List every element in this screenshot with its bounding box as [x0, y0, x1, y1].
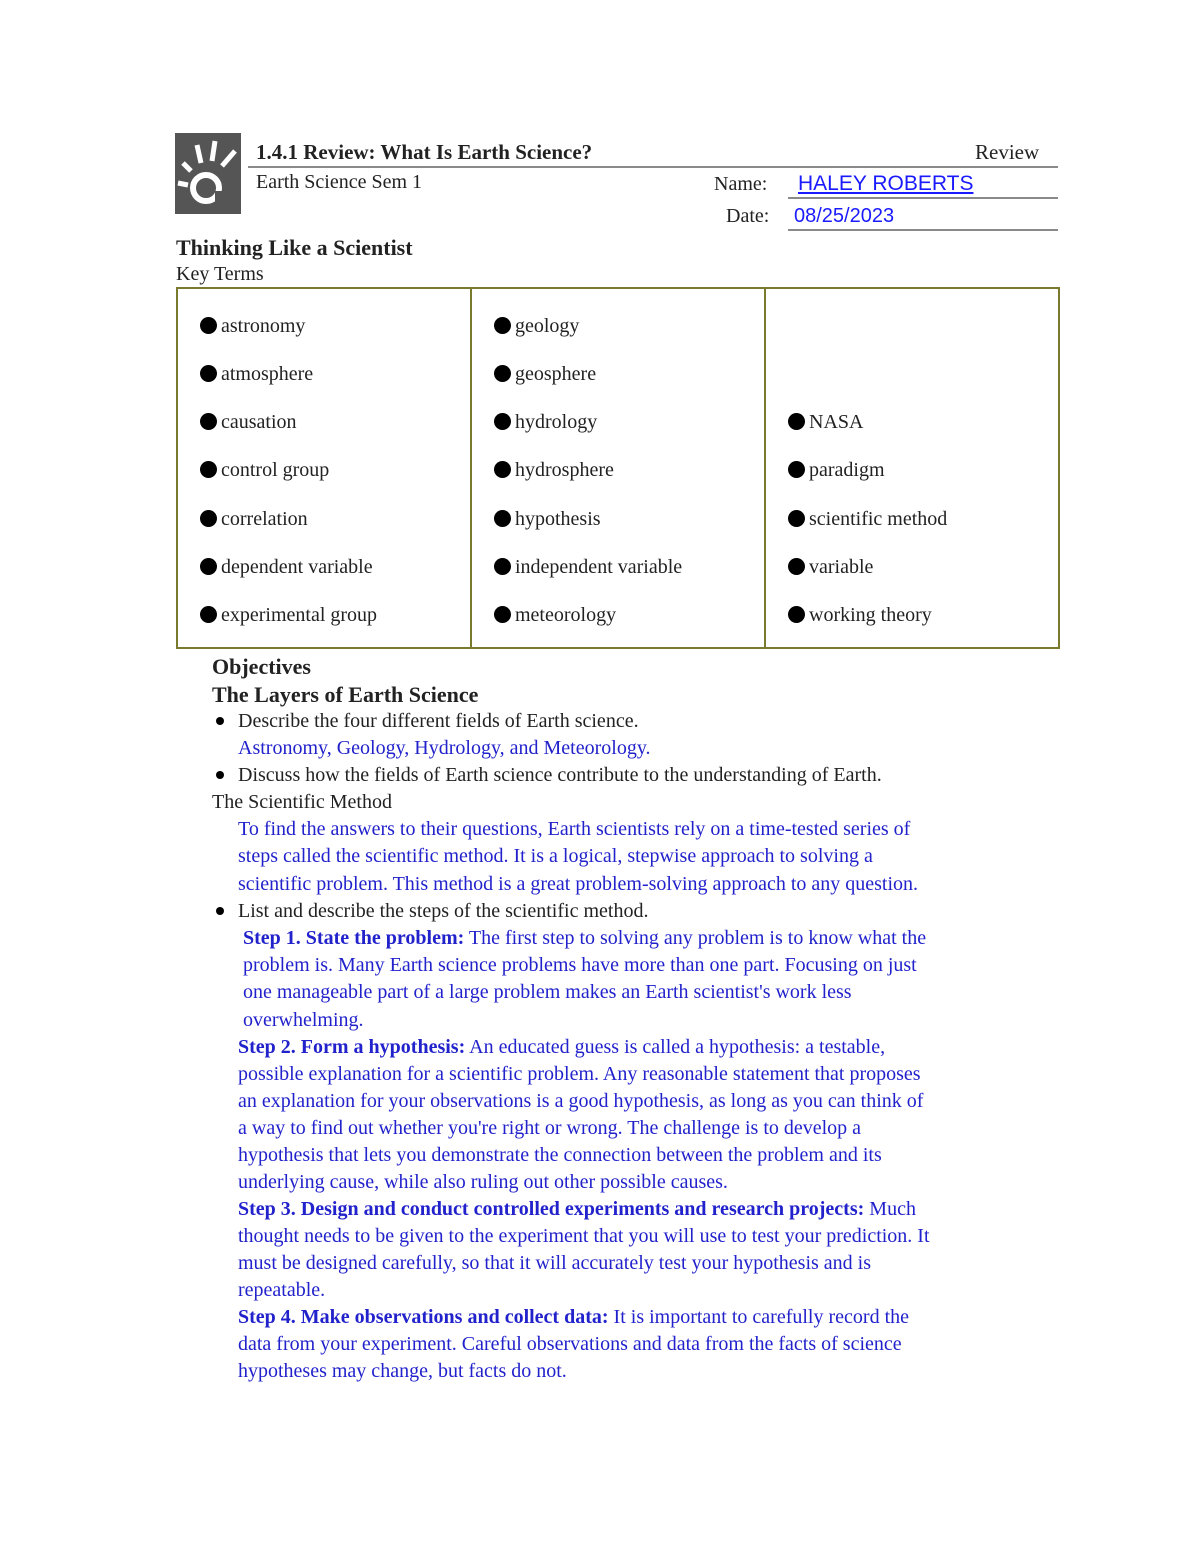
answer-text: hypothesis that lets you demonstrate the connection between the problem and its	[238, 1144, 882, 1166]
key-term: working theory	[788, 604, 932, 627]
document-type: Review	[975, 140, 1040, 164]
bullet-icon	[494, 510, 511, 527]
bullet-icon	[788, 413, 805, 430]
objective-bullet: Discuss how the fields of Earth science contribute to the understanding of Earth.	[238, 764, 882, 787]
key-term: atmosphere	[200, 363, 313, 386]
key-term: variable	[788, 556, 873, 579]
answer-text: steps called the scientific method. It is a logical, stepwise approach to solving a	[238, 845, 873, 867]
key-term: NASA	[788, 411, 863, 434]
answer-text: possible explanation for a scientific problem. Any reasonable statement that proposes	[238, 1063, 921, 1085]
step-2-heading: Step 2. Form a hypothesis:	[238, 1036, 466, 1058]
date-value: 08/25/2023	[794, 205, 895, 227]
date-underline	[788, 229, 1058, 231]
objectives-heading: Objectives	[212, 654, 311, 679]
page-title: 1.4.1 Review: What Is Earth Science?	[256, 140, 593, 164]
key-term: hypothesis	[494, 508, 601, 531]
key-terms-column-3	[764, 289, 1058, 647]
key-term: causation	[200, 411, 297, 434]
bullet-icon	[494, 365, 511, 382]
bullet-icon	[200, 606, 217, 623]
answer-text: an explanation for your observations is a good hypothesis, as long as you can think of	[238, 1090, 924, 1112]
bullet-icon	[494, 558, 511, 575]
answer-text: Astronomy, Geology, Hydrology, and Meteorology.	[238, 737, 651, 759]
bullet-icon	[494, 606, 511, 623]
answer-text: a way to find out whether you're right or wrong. The challenge is to develop a	[238, 1117, 862, 1139]
key-term: meteorology	[494, 604, 616, 627]
step-3: Step 3. Design and conduct controlled experiments and research projects: Much	[238, 1198, 916, 1220]
key-term: scientific method	[788, 508, 947, 531]
key-terms-label: Key Terms	[176, 263, 264, 285]
answer-text: underlying cause, while also ruling out other possible causes.	[238, 1171, 728, 1193]
key-term: astronomy	[200, 315, 305, 338]
course-name: Earth Science Sem 1	[256, 171, 423, 193]
bullet-icon	[200, 558, 217, 575]
step-4: Step 4. Make observations and collect data: It is important to carefully record the	[238, 1306, 909, 1328]
key-term: hydrology	[494, 411, 597, 434]
answer-text: thought needs to be given to the experiment that you will use to test your prediction. It	[238, 1225, 930, 1247]
key-term: geology	[494, 315, 579, 338]
answer-text: overwhelming.	[243, 1009, 364, 1031]
bullet-icon	[788, 461, 805, 478]
bullet-icon	[200, 317, 217, 334]
answer-text: data from your experiment. Careful observations and data from the facts of science	[238, 1333, 902, 1355]
key-terms-column-1	[178, 289, 470, 647]
step-1: Step 1. State the problem: The first step to solving any problem is to know what the	[243, 927, 927, 949]
bullet-icon	[200, 413, 217, 430]
key-term: independent variable	[494, 556, 682, 579]
key-term: hydrosphere	[494, 459, 614, 482]
answer-text: one manageable part of a large problem makes an Earth scientist's work less	[243, 981, 852, 1003]
answer-text: To find the answers to their questions, Earth scientists rely on a time-tested series of	[238, 818, 911, 840]
objective-bullet: List and describe the steps of the scientific method.	[238, 900, 648, 923]
key-term: paradigm	[788, 459, 885, 482]
name-value: HALEY ROBERTS	[798, 172, 974, 195]
key-term: experimental group	[200, 604, 377, 627]
answer-text: hypotheses may change, but facts do not.	[238, 1360, 567, 1382]
objective-bullet: Describe the four different fields of Earth science.	[238, 710, 639, 733]
scientific-method-heading: The Scientific Method	[212, 791, 392, 813]
step-3-heading: Step 3. Design and conduct controlled experiments and research projects:	[238, 1198, 865, 1220]
answer-text: must be designed carefully, so that it will accurately test your hypothesis and is	[238, 1252, 871, 1274]
key-term: control group	[200, 459, 329, 482]
date-label: Date:	[726, 205, 770, 227]
bullet-icon	[494, 317, 511, 334]
key-term: geosphere	[494, 363, 596, 386]
answer-text: repeatable.	[238, 1279, 326, 1301]
step-4-heading: Step 4. Make observations and collect data:	[238, 1306, 609, 1328]
key-term: correlation	[200, 508, 308, 531]
bullet-icon	[788, 510, 805, 527]
answer-text: problem is. Many Earth science problems have more than one part. Focusing on just	[243, 954, 917, 976]
key-terms-column-2	[470, 289, 764, 647]
name-label: Name:	[714, 173, 768, 195]
key-terms-table	[176, 287, 1060, 649]
bullet-icon	[216, 717, 224, 725]
section-title: Thinking Like a Scientist	[176, 235, 413, 260]
step-1-heading: Step 1. State the problem:	[243, 927, 465, 949]
bullet-icon	[494, 461, 511, 478]
bullet-icon	[216, 907, 224, 915]
step-2: Step 2. Form a hypothesis: An educated guess is called a hypothesis: a testable,	[238, 1036, 886, 1058]
school-logo	[175, 133, 241, 214]
layers-heading: The Layers of Earth Science	[212, 682, 479, 707]
bullet-icon	[200, 461, 217, 478]
name-underline	[788, 197, 1058, 199]
key-term: dependent variable	[200, 556, 373, 579]
bullet-icon	[788, 606, 805, 623]
bullet-icon	[216, 771, 224, 779]
bullet-icon	[788, 558, 805, 575]
answer-text: scientific problem. This method is a great problem-solving approach to any question.	[238, 873, 919, 895]
title-divider	[248, 166, 1058, 168]
bullet-icon	[200, 365, 217, 382]
bullet-icon	[200, 510, 217, 527]
bullet-icon	[494, 413, 511, 430]
